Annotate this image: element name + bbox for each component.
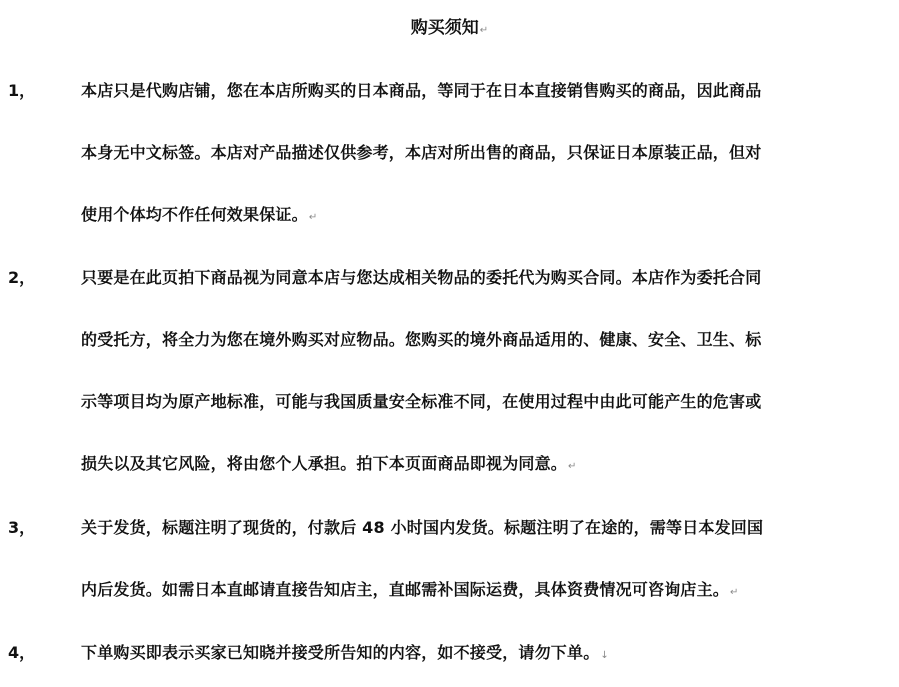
item-text <box>81 60 839 246</box>
paragraph-mark-icon: ↵ <box>730 587 739 598</box>
document-title-text: 购买须知 <box>410 18 479 38</box>
item-line-text: 内后发货。如需日本直邮请直接告知店主，直邮需补国际运费，具体资费情况可咨询店主。 <box>81 580 730 599</box>
end-mark-icon: ↓ <box>600 650 609 661</box>
item-line-text: 损失以及其它风险，将由您个人承担。拍下本页面商品即视为同意。 <box>81 454 568 473</box>
document-title <box>0 16 899 43</box>
item-line: 示等项目均为原产地标准，可能与我国质量安全标准不同，在使用过程中由此可能产生的危害或 <box>81 392 762 411</box>
paragraph-mark-icon: ↵ <box>568 461 577 472</box>
item-line <box>81 184 839 246</box>
item-number: 4， <box>8 643 36 662</box>
item-text <box>81 622 839 684</box>
item-text <box>81 247 839 495</box>
item-line: 本身无中文标签。本店对产品描述仅供参考，本店对所出售的商品，只保证日本原装正品，但对 <box>81 143 762 162</box>
item-line: 的受托方，将全力为您在境外购买对应物品。您购买的境外商品适用的、健康、安全、卫生、标 <box>81 330 762 349</box>
item-number: 1， <box>8 81 36 100</box>
item-line <box>81 559 839 621</box>
item-line <box>81 433 839 495</box>
paragraph-mark-icon: ↵ <box>308 212 318 223</box>
item-line: 只要是在此页拍下商品视为同意本店与您达成相关物品的委托代为购买合同。本店作为委托合同 <box>81 268 762 287</box>
item-number: 2， <box>8 268 36 287</box>
item-number: 3， <box>8 518 36 537</box>
item-line <box>81 622 839 684</box>
item-line-text: 下单购买即表示买家已知晓并接受所告知的内容，如不接受，请勿下单。 <box>81 643 600 662</box>
item-line-text: 使用个体均不作任何效果保证。 <box>81 205 308 224</box>
item-line: 关于发货，标题注明了现货的，付款后 48 小时国内发货。标题注明了在途的，需等日本发回国 <box>81 518 764 537</box>
item-line: 本店只是代购店铺，您在本店所购买的日本商品，等同于在日本直接销售购买的商品，因此商品 <box>81 81 762 100</box>
paragraph-mark-icon: ↵ <box>479 25 489 36</box>
item-text <box>81 497 839 621</box>
